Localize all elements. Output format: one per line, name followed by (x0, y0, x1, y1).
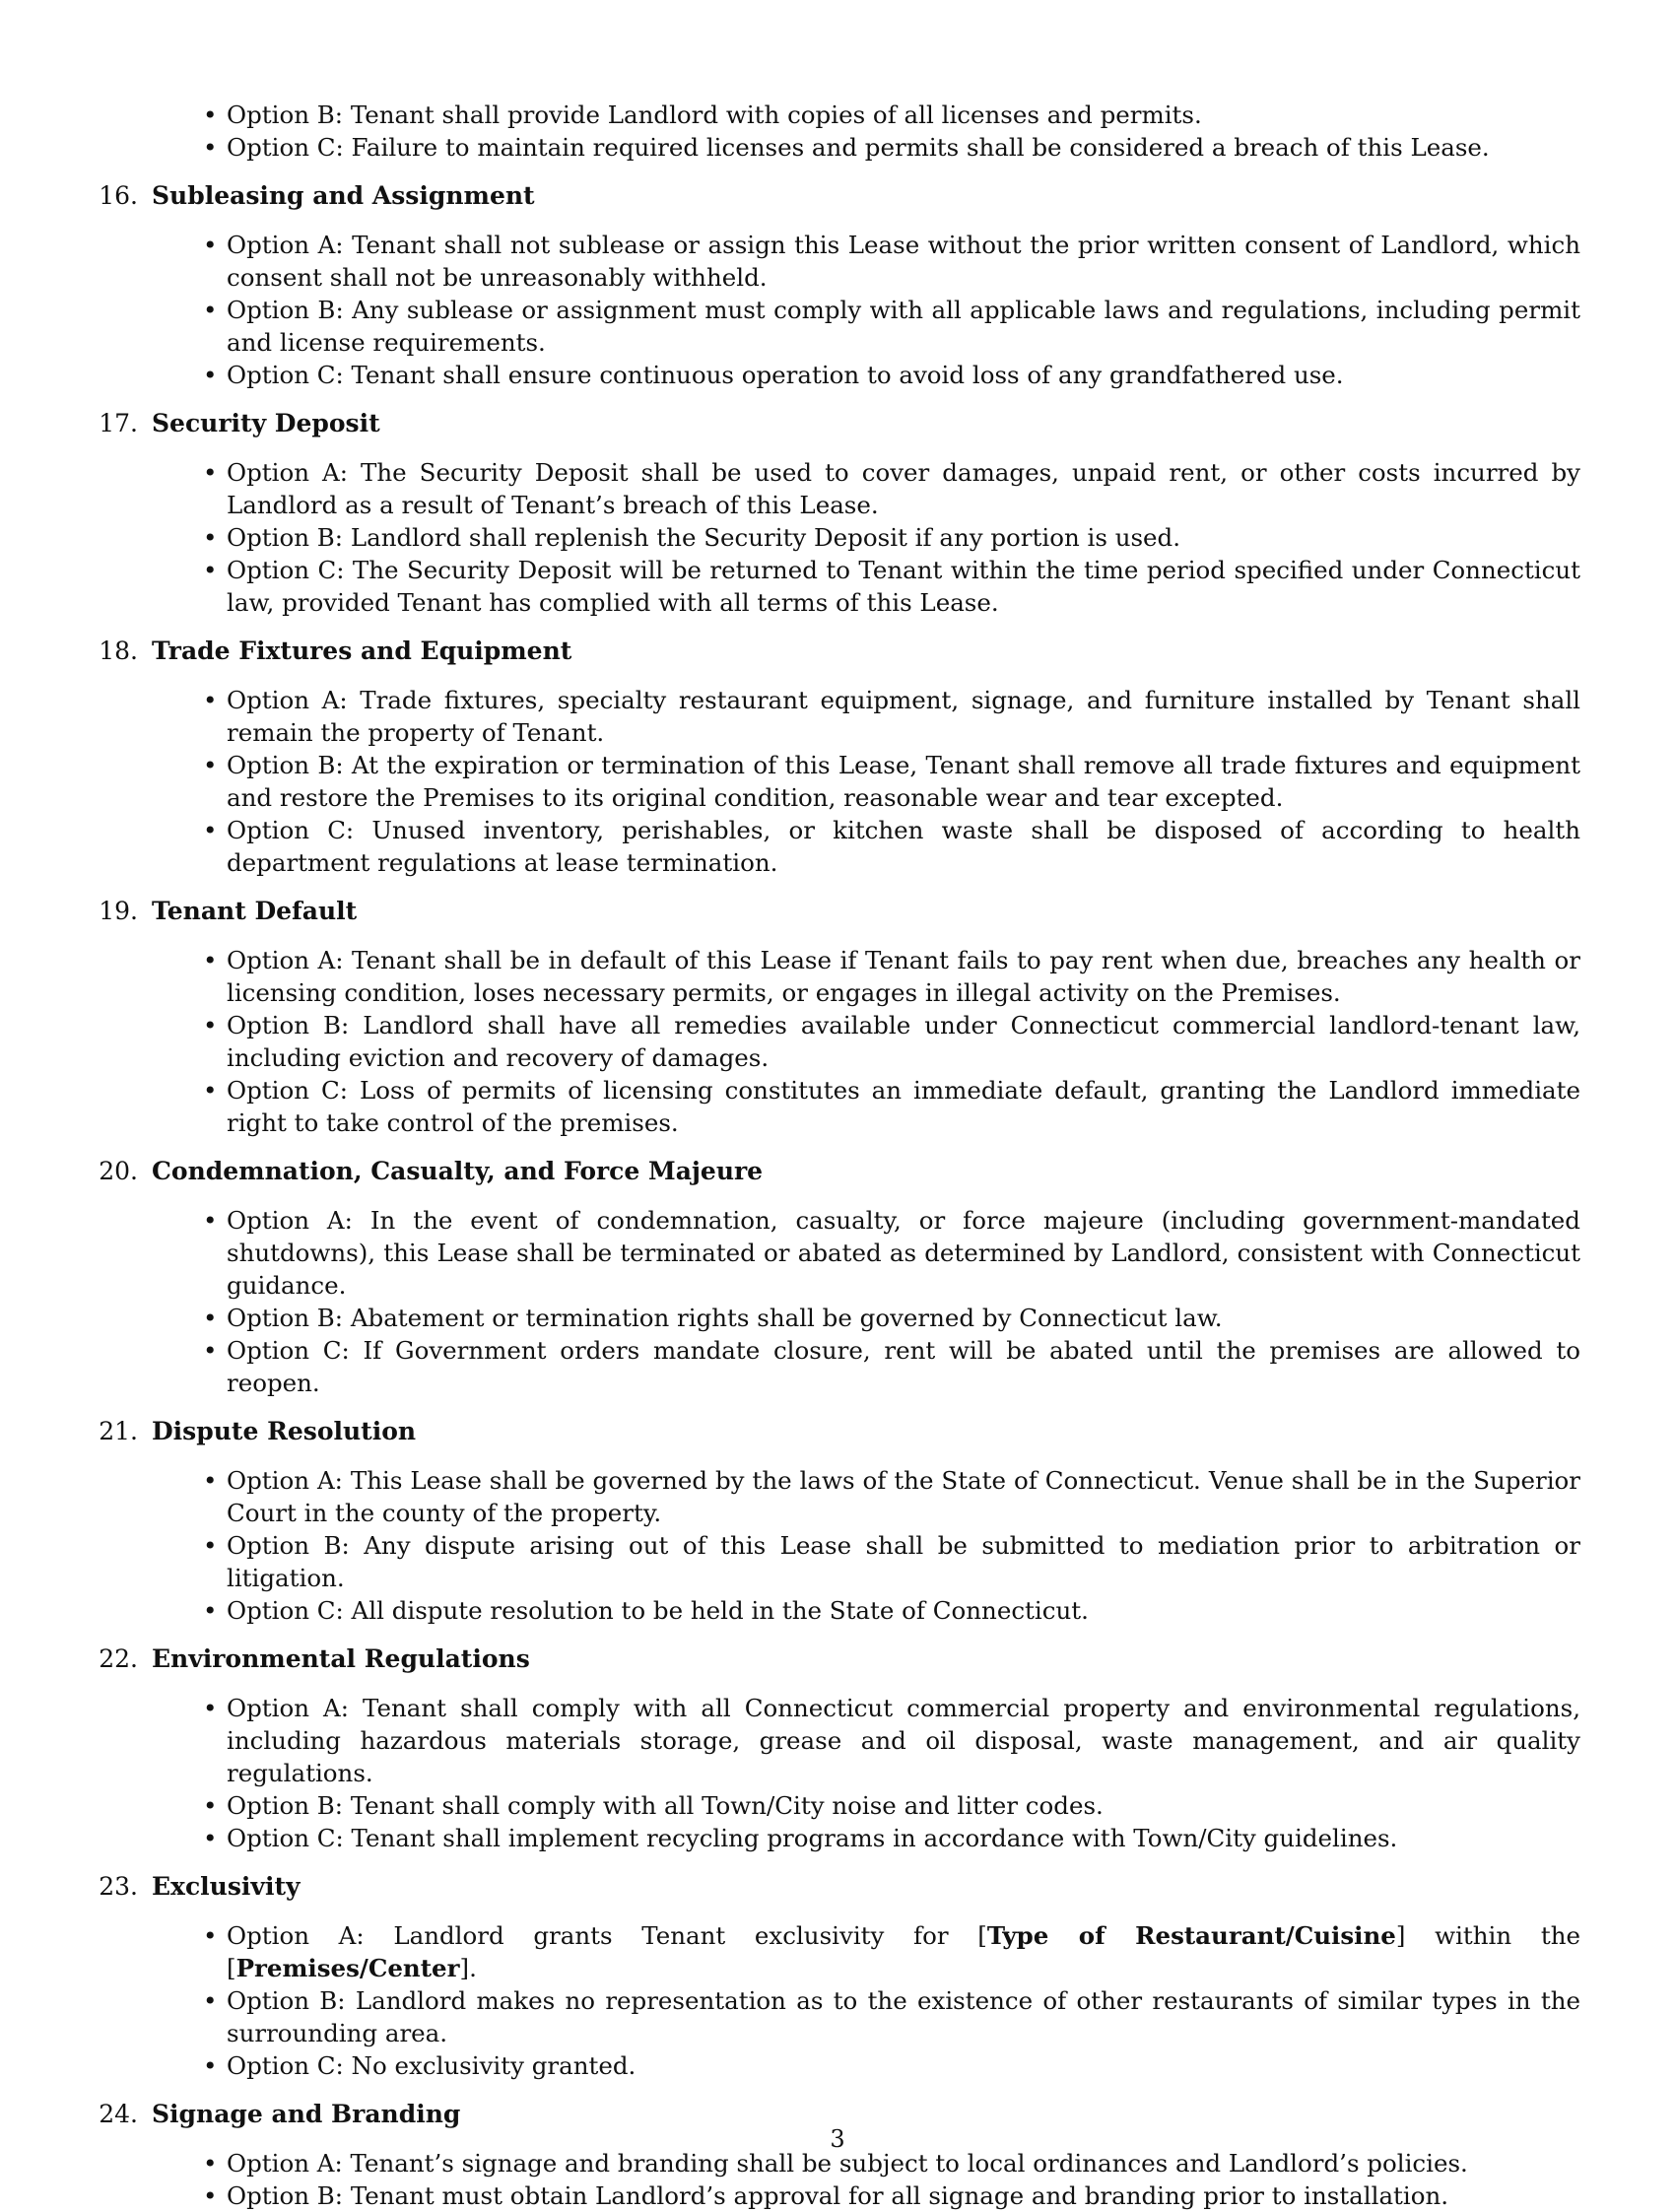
option-item: • Option A: Trade fixtures, specialty restaurant equipment, signage, and furniture installed by Tenant shall remain the property of Tenant. (227, 684, 1580, 749)
section-title: Condemnation, Casualty, and Force Majeure (152, 1157, 764, 1185)
option-item: • Option B: Tenant must obtain Landlord’s approval for all signage and branding prior to installation. (227, 2179, 1580, 2212)
section-number: 23. (99, 1872, 138, 1901)
section-number: 21. (99, 1417, 138, 1445)
section-heading (0, 179, 1675, 229)
option-item: • Option C: If Government orders mandate closure, rent will be abated until the premises are allowed to reopen. (227, 1334, 1580, 1399)
section-heading (0, 635, 1675, 684)
section-title: Tenant Default (152, 897, 358, 925)
option-item: • Option A: Tenant’s signage and branding shall be subject to local ordinances and Landlord’s policies. (227, 2147, 1580, 2179)
section-23 (0, 1870, 1675, 2082)
option-list (0, 2147, 1580, 2212)
section-heading (0, 895, 1675, 944)
option-item: • Option A: In the event of condemnation, casualty, or force majeure (including government-mandated shutdowns), this Lease shall be terminated or abated as determined by Landlord, consistent with Connecticut guidance. (227, 1204, 1580, 1302)
lease-sections (0, 179, 1675, 2212)
section-20 (0, 1155, 1675, 1399)
option-list (0, 456, 1580, 619)
option-item: • Option B: Landlord shall replenish the Security Deposit if any portion is used. (227, 521, 1580, 554)
option-text: Option A: Landlord grants Tenant exclusivity for [ (227, 1921, 987, 1950)
option-list (0, 1692, 1580, 1854)
section-heading (0, 1155, 1675, 1204)
section-number: 24. (99, 2100, 138, 2128)
section-number: 17. (99, 409, 138, 437)
section-title: Environmental Regulations (152, 1644, 530, 1673)
continued-option-list (0, 99, 1580, 164)
option-item: • Option C: Failure to maintain required licenses and permits shall be considered a breach of this Lease. (227, 131, 1580, 164)
option-text: ] within the [ (227, 1921, 1580, 1982)
option-item: • Option B: Tenant shall comply with all Town/City noise and litter codes. (227, 1789, 1580, 1822)
section-title: Trade Fixtures and Equipment (152, 637, 572, 665)
section-title: Exclusivity (152, 1872, 301, 1901)
option-item: • Option A: Tenant shall comply with all Connecticut commercial property and environmental regulations, including hazardous materials storage, grease and oil disposal, waste management, and air quality regulations. (227, 1692, 1580, 1789)
option-item: • Option C: Tenant shall ensure continuous operation to avoid loss of any grandfathered use. (227, 359, 1580, 391)
option-item: • Option C: The Security Deposit will be returned to Tenant within the time period specified under Connecticut law, provided Tenant has complied with all terms of this Lease. (227, 554, 1580, 619)
section-title: Dispute Resolution (152, 1417, 417, 1445)
section-title: Security Deposit (152, 409, 380, 437)
option-item (227, 1919, 1580, 1984)
option-list (0, 1204, 1580, 1399)
option-item: • Option A: Tenant shall be in default of this Lease if Tenant fails to pay rent when due, breaches any health or licensing condition, loses necessary permits, or engages in illegal activity on the Premises. (227, 944, 1580, 1009)
section-heading (0, 1870, 1675, 1919)
option-item: • Option B: Tenant shall provide Landlord with copies of all licenses and permits. (227, 99, 1580, 131)
section-number: 19. (99, 897, 138, 925)
section-number: 22. (99, 1644, 138, 1673)
section-16 (0, 179, 1675, 391)
option-list (0, 229, 1580, 391)
section-18 (0, 635, 1675, 879)
option-item: • Option C: Tenant shall implement recycling programs in accordance with Town/City guidelines. (227, 1822, 1580, 1854)
section-title: Subleasing and Assignment (152, 181, 535, 210)
page-number: 3 (830, 2125, 845, 2153)
option-text: ]. (459, 1954, 477, 1982)
section-number: 16. (99, 181, 138, 210)
section-19 (0, 895, 1675, 1139)
option-item: • Option A: Tenant shall not sublease or assign this Lease without the prior written consent of Landlord, which consent shall not be unreasonably withheld. (227, 229, 1580, 294)
option-item: • Option B: At the expiration or termination of this Lease, Tenant shall remove all trade fixtures and equipment and restore the Premises to its original condition, reasonable wear and tear excepted. (227, 749, 1580, 814)
document-page (0, 99, 1675, 2212)
option-item: • Option B: Any sublease or assignment must comply with all applicable laws and regulations, including permit and license requirements. (227, 294, 1580, 359)
placeholder-field: Type of Restaurant/Cuisine (986, 1921, 1396, 1950)
section-21 (0, 1415, 1675, 1627)
section-22 (0, 1642, 1675, 1854)
section-title: Signage and Branding (152, 2100, 461, 2128)
option-item: • Option B: Abatement or termination rights shall be governed by Connecticut law. (227, 1302, 1580, 1334)
section-number: 18. (99, 637, 138, 665)
placeholder-field: Premises/Center (235, 1954, 460, 1982)
option-item: • Option B: Any dispute arising out of this Lease shall be submitted to mediation prior to arbitration or litigation. (227, 1529, 1580, 1594)
option-list (0, 1919, 1580, 2082)
option-list (0, 1464, 1580, 1627)
option-item: • Option B: Landlord makes no representation as to the existence of other restaurants of similar types in the surrounding area. (227, 1984, 1580, 2049)
option-item: • Option C: No exclusivity granted. (227, 2049, 1580, 2082)
section-heading (0, 1415, 1675, 1464)
option-item: • Option B: Landlord shall have all remedies available under Connecticut commercial landlord-tenant law, including eviction and recovery of damages. (227, 1009, 1580, 1074)
section-heading (0, 407, 1675, 456)
option-item: • Option A: The Security Deposit shall be used to cover damages, unpaid rent, or other costs incurred by Landlord as a result of Tenant’s breach of this Lease. (227, 456, 1580, 521)
option-item: • Option C: All dispute resolution to be held in the State of Connecticut. (227, 1594, 1580, 1627)
option-item: • Option A: This Lease shall be governed by the laws of the State of Connecticut. Venue shall be in the Superior Court in the county of the property. (227, 1464, 1580, 1529)
option-item: • Option C: Unused inventory, perishables, or kitchen waste shall be disposed of according to health department regulations at lease termination. (227, 814, 1580, 879)
option-list (0, 684, 1580, 879)
section-24 (0, 2098, 1675, 2212)
section-17 (0, 407, 1675, 619)
section-number: 20. (99, 1157, 138, 1185)
option-item: • Option C: Loss of permits of licensing constitutes an immediate default, granting the Landlord immediate right to take control of the premises. (227, 1074, 1580, 1139)
option-list (0, 944, 1580, 1139)
section-heading (0, 1642, 1675, 1692)
